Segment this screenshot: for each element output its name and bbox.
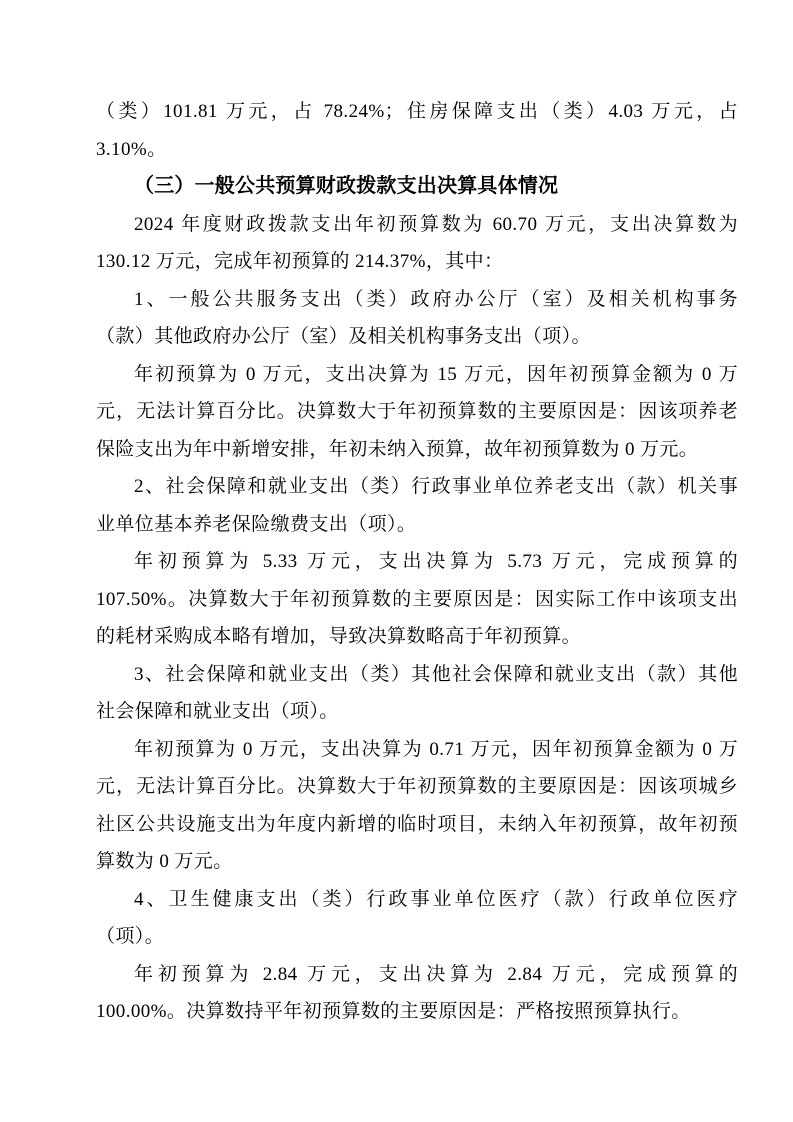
text-line: 4、卫生健康支出（类）行政事业单位医疗（款）行政单位医疗 (134, 888, 738, 910)
text-line: 社区公共设施支出为年度内新增的临时项目，未纳入年初预算，故年初预 (96, 813, 738, 835)
text-line: 业单位基本养老保险缴费支出（项）。 (96, 513, 417, 535)
text-line: 年初预算为 0 万元，支出决算为 15 万元，因年初预算金额为 0 万 (134, 363, 738, 385)
paragraph-item-1-title (96, 281, 738, 356)
text-line: 算数为 0 万元。 (96, 851, 233, 872)
text-line: （款）其他政府办公厅（室）及相关机构事务支出（项）。 (96, 326, 591, 347)
text-line: 元，无法计算百分比。决算数大于年初预算数的主要原因是：因该项城乡 (96, 776, 738, 797)
text-line: 社会保障和就业支出（项）。 (96, 701, 339, 722)
paragraph-item-4-title (96, 881, 738, 956)
text-line: 年初预算为 2.84 万元，支出决算为 2.84 万元，完成预算的 (134, 963, 738, 985)
paragraph-item-3-detail (96, 731, 738, 881)
paragraph-continuation (96, 93, 738, 168)
paragraph-item-3-title (96, 656, 738, 731)
text-line: 元，无法计算百分比。决算数大于年初预算数的主要原因是：因该项养老 (96, 401, 738, 422)
text-line: 100.00%。决算数持平年初预算数的主要原因是：严格按照预算执行。 (96, 1001, 691, 1022)
text-line: 130.12 万元，完成年初预算的 214.37%，其中： (96, 251, 504, 272)
text-line: 2、社会保障和就业支出（类）行政事业单位养老支出（款）机关事 (134, 476, 738, 497)
text-line: 3.10%。 (96, 138, 167, 160)
text-line: 年初预算为 0 万元，支出决算为 0.71 万元，因年初预算金额为 0 万 (134, 738, 738, 760)
paragraph-item-2-detail (96, 543, 738, 656)
paragraph-item-4-detail (96, 956, 738, 1031)
text-line: 保险支出为年中新增安排，年初未纳入预算，故年初预算数为 0 万元。 (96, 438, 699, 460)
text-line: 1、一般公共服务支出（类）政府办公厅（室）及相关机构事务 (134, 288, 738, 310)
section-heading (96, 168, 738, 206)
text-line: 的耗材采购成本略有增加，导致决算数略高于年初预算。 (96, 626, 582, 647)
text-line: 3、社会保障和就业支出（类）其他社会保障和就业支出（款）其他 (134, 663, 738, 685)
text-line: 107.50%。决算数大于年初预算数的主要原因是：因实际工作中该项支出 (96, 588, 738, 610)
text-line: （类）101.81 万元，占 78.24%；住房保障支出（类）4.03 万元，占 (96, 101, 738, 122)
text-line: （项）。 (96, 926, 165, 947)
paragraph-item-1-detail (96, 356, 738, 469)
paragraph-item-2-title (96, 468, 738, 543)
text-line: 2024 年度财政拨款支出年初预算数为 60.70 万元，支出决算数为 (134, 213, 738, 235)
heading-line: （三）一般公共预算财政拨款支出决算具体情况 (134, 175, 559, 197)
text-line: 年初预算为 5.33 万元，支出决算为 5.73 万元，完成预算的 (134, 551, 738, 572)
paragraph-overview (96, 206, 738, 281)
